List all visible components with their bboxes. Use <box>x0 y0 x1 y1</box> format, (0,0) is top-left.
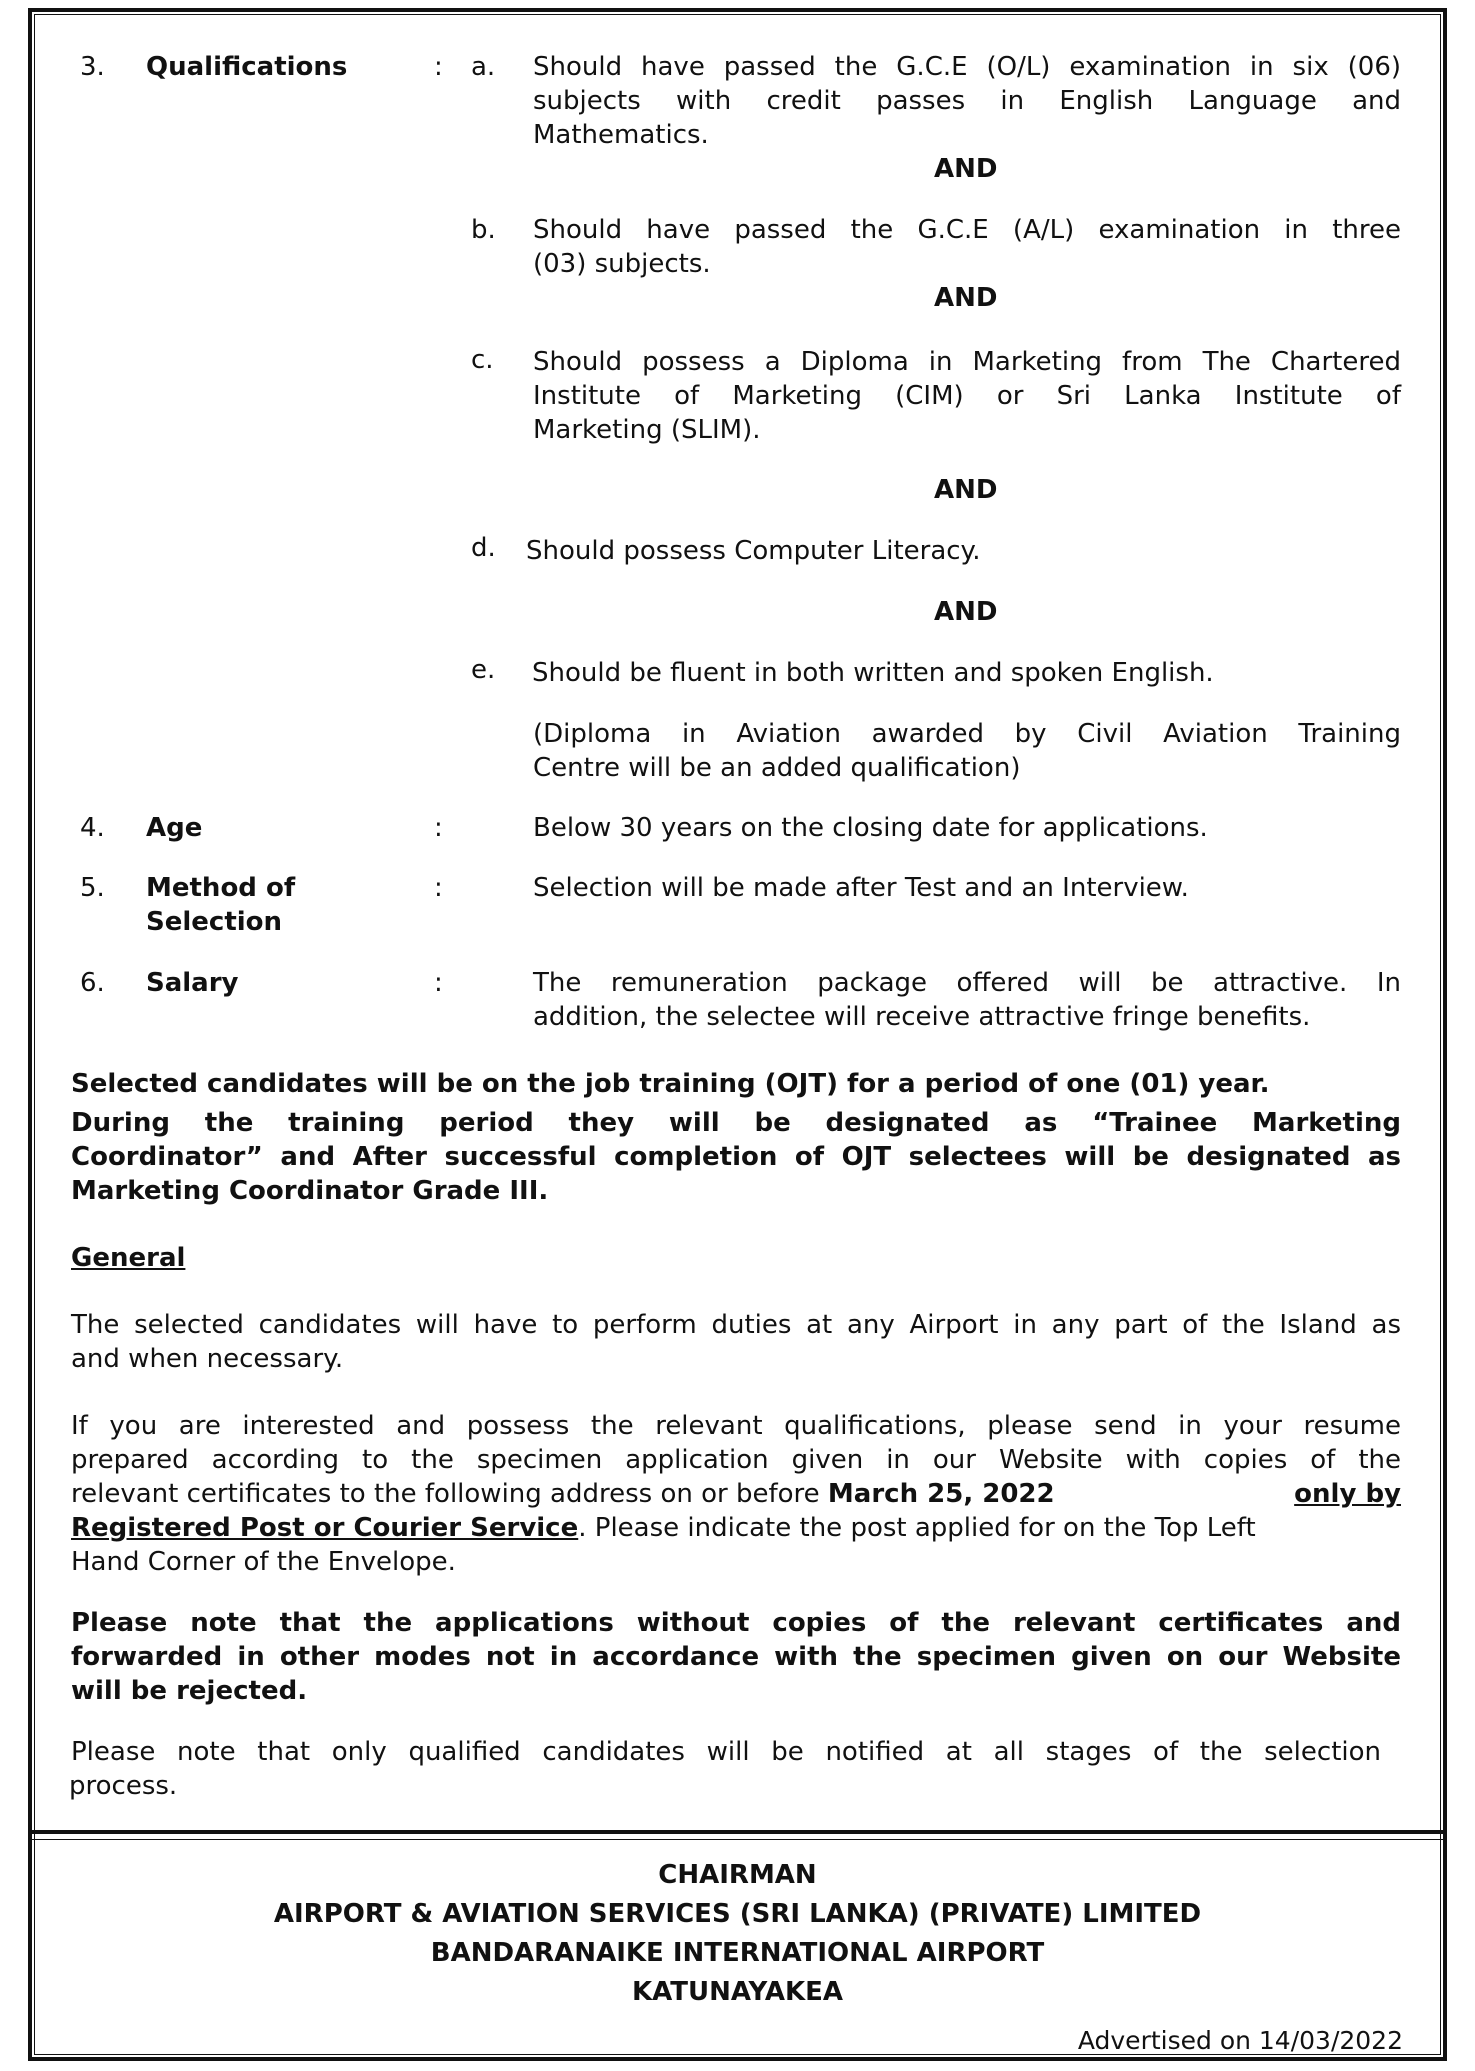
salary-line: The remuneration package offered will be attractive. In <box>533 968 1401 998</box>
qualification-d-text: Should possess Computer Literacy. <box>526 536 981 566</box>
item-title: Age <box>146 813 203 843</box>
general-paragraph-line: prepared according to the specimen application given in our Website with copies of the <box>71 1445 1401 1475</box>
general-paragraph-line <box>71 1511 1256 1545</box>
item-colon: : <box>434 968 443 998</box>
advertised-date: Advertised on 14/03/2022 <box>1077 2026 1403 2055</box>
item-title: Method of <box>146 873 296 903</box>
and-separator: AND <box>934 475 998 505</box>
qualification-e-text: Should be fluent in both written and spoken English. <box>532 658 1214 688</box>
qualification-c-line: Marketing (SLIM). <box>533 415 761 445</box>
ojt-line: Selected candidates will be on the job training (OJT) for a period of one (01) year. <box>71 1069 1270 1099</box>
salary-line: addition, the selectee will receive attractive fringe benefits. <box>533 1002 1311 1032</box>
item-number: 6. <box>80 968 105 998</box>
text-span: . Please indicate the post applied for on the Top Left <box>578 1513 1256 1543</box>
item-number: 4. <box>80 813 105 843</box>
item-title: Selection <box>146 907 283 937</box>
warning-line: will be rejected. <box>71 1676 308 1706</box>
warning-line: forwarded in other modes not in accordance with the specimen given on our Website <box>71 1642 1401 1672</box>
qualification-c-line: Institute of Marketing (CIM) or Sri Lanka Institute of <box>533 381 1401 411</box>
text-span: relevant certificates to the following address on or before <box>71 1479 828 1509</box>
age-text: Below 30 years on the closing date for applications. <box>533 813 1208 843</box>
qualification-b-line: (03) subjects. <box>533 249 711 279</box>
general-paragraph-line: and when necessary. <box>71 1344 344 1374</box>
item-number: 3. <box>80 52 105 82</box>
item-title: Qualifications <box>146 52 348 82</box>
general-paragraph-line: process. <box>69 1771 178 1801</box>
general-paragraph-line: If you are interested and possess the relevant qualifications, please send in your resume <box>71 1411 1401 1441</box>
footer-line: AIRPORT & AVIATION SERVICES (SRI LANKA) (PRIVATE) LIMITED <box>273 1899 1202 1929</box>
general-paragraph-line: Hand Corner of the Envelope. <box>71 1547 456 1577</box>
delivery-method-emphasis: only by <box>1294 1479 1401 1509</box>
ojt-line: Marketing Coordinator Grade III. <box>71 1176 549 1206</box>
qualification-b-line: Should have passed the G.C.E (A/L) examination in three <box>533 215 1401 245</box>
item-colon: : <box>434 52 443 82</box>
qualification-a-line: Should have passed the G.C.E (O/L) examination in six (06) <box>533 52 1401 82</box>
footer-line: KATUNAYAKEA <box>632 1977 843 2007</box>
sub-letter: d. <box>471 533 496 563</box>
ojt-line: During the training period they will be designated as “Trainee Marketing <box>71 1108 1401 1138</box>
general-paragraph-line: Please note that only qualified candidates will be notified at all stages of the selection <box>71 1737 1381 1767</box>
sub-letter: e. <box>471 655 496 685</box>
general-paragraph-line: The selected candidates will have to perform duties at any Airport in any part of the Island as <box>71 1310 1401 1340</box>
sub-letter: a. <box>471 52 496 82</box>
qualification-c-line: Should possess a Diploma in Marketing from The Chartered <box>533 347 1401 377</box>
section-heading: General <box>71 1243 186 1273</box>
general-paragraph-line <box>71 1477 1401 1511</box>
item-number: 5. <box>80 873 105 903</box>
qualification-a-line: subjects with credit passes in English Language and <box>533 86 1401 116</box>
footer-divider <box>30 1839 1445 1840</box>
method-text: Selection will be made after Test and an Interview. <box>533 873 1189 903</box>
warning-line: Please note that the applications without copies of the relevant certificates and <box>71 1608 1401 1638</box>
qualification-note-line: Centre will be an added qualification) <box>533 753 1021 783</box>
footer-line: BANDARANAIKE INTERNATIONAL AIRPORT <box>430 1938 1045 1968</box>
footer-line: CHAIRMAN <box>658 1860 817 1890</box>
footer-divider <box>30 1830 1445 1834</box>
and-separator: AND <box>934 283 998 313</box>
item-colon: : <box>434 813 443 843</box>
closing-date: March 25, 2022 <box>827 1479 1055 1509</box>
sub-letter: c. <box>471 345 494 375</box>
qualification-a-line: Mathematics. <box>533 120 709 150</box>
and-separator: AND <box>934 597 998 627</box>
item-title: Salary <box>146 968 239 998</box>
sub-letter: b. <box>471 215 496 245</box>
delivery-method-emphasis: Registered Post or Courier Service <box>71 1513 579 1543</box>
item-colon: : <box>434 873 443 903</box>
qualification-note-line: (Diploma in Aviation awarded by Civil Aviation Training <box>533 719 1401 749</box>
and-separator: AND <box>934 154 998 184</box>
ojt-line: Coordinator” and After successful completion of OJT selectees will be designated as <box>71 1142 1401 1172</box>
